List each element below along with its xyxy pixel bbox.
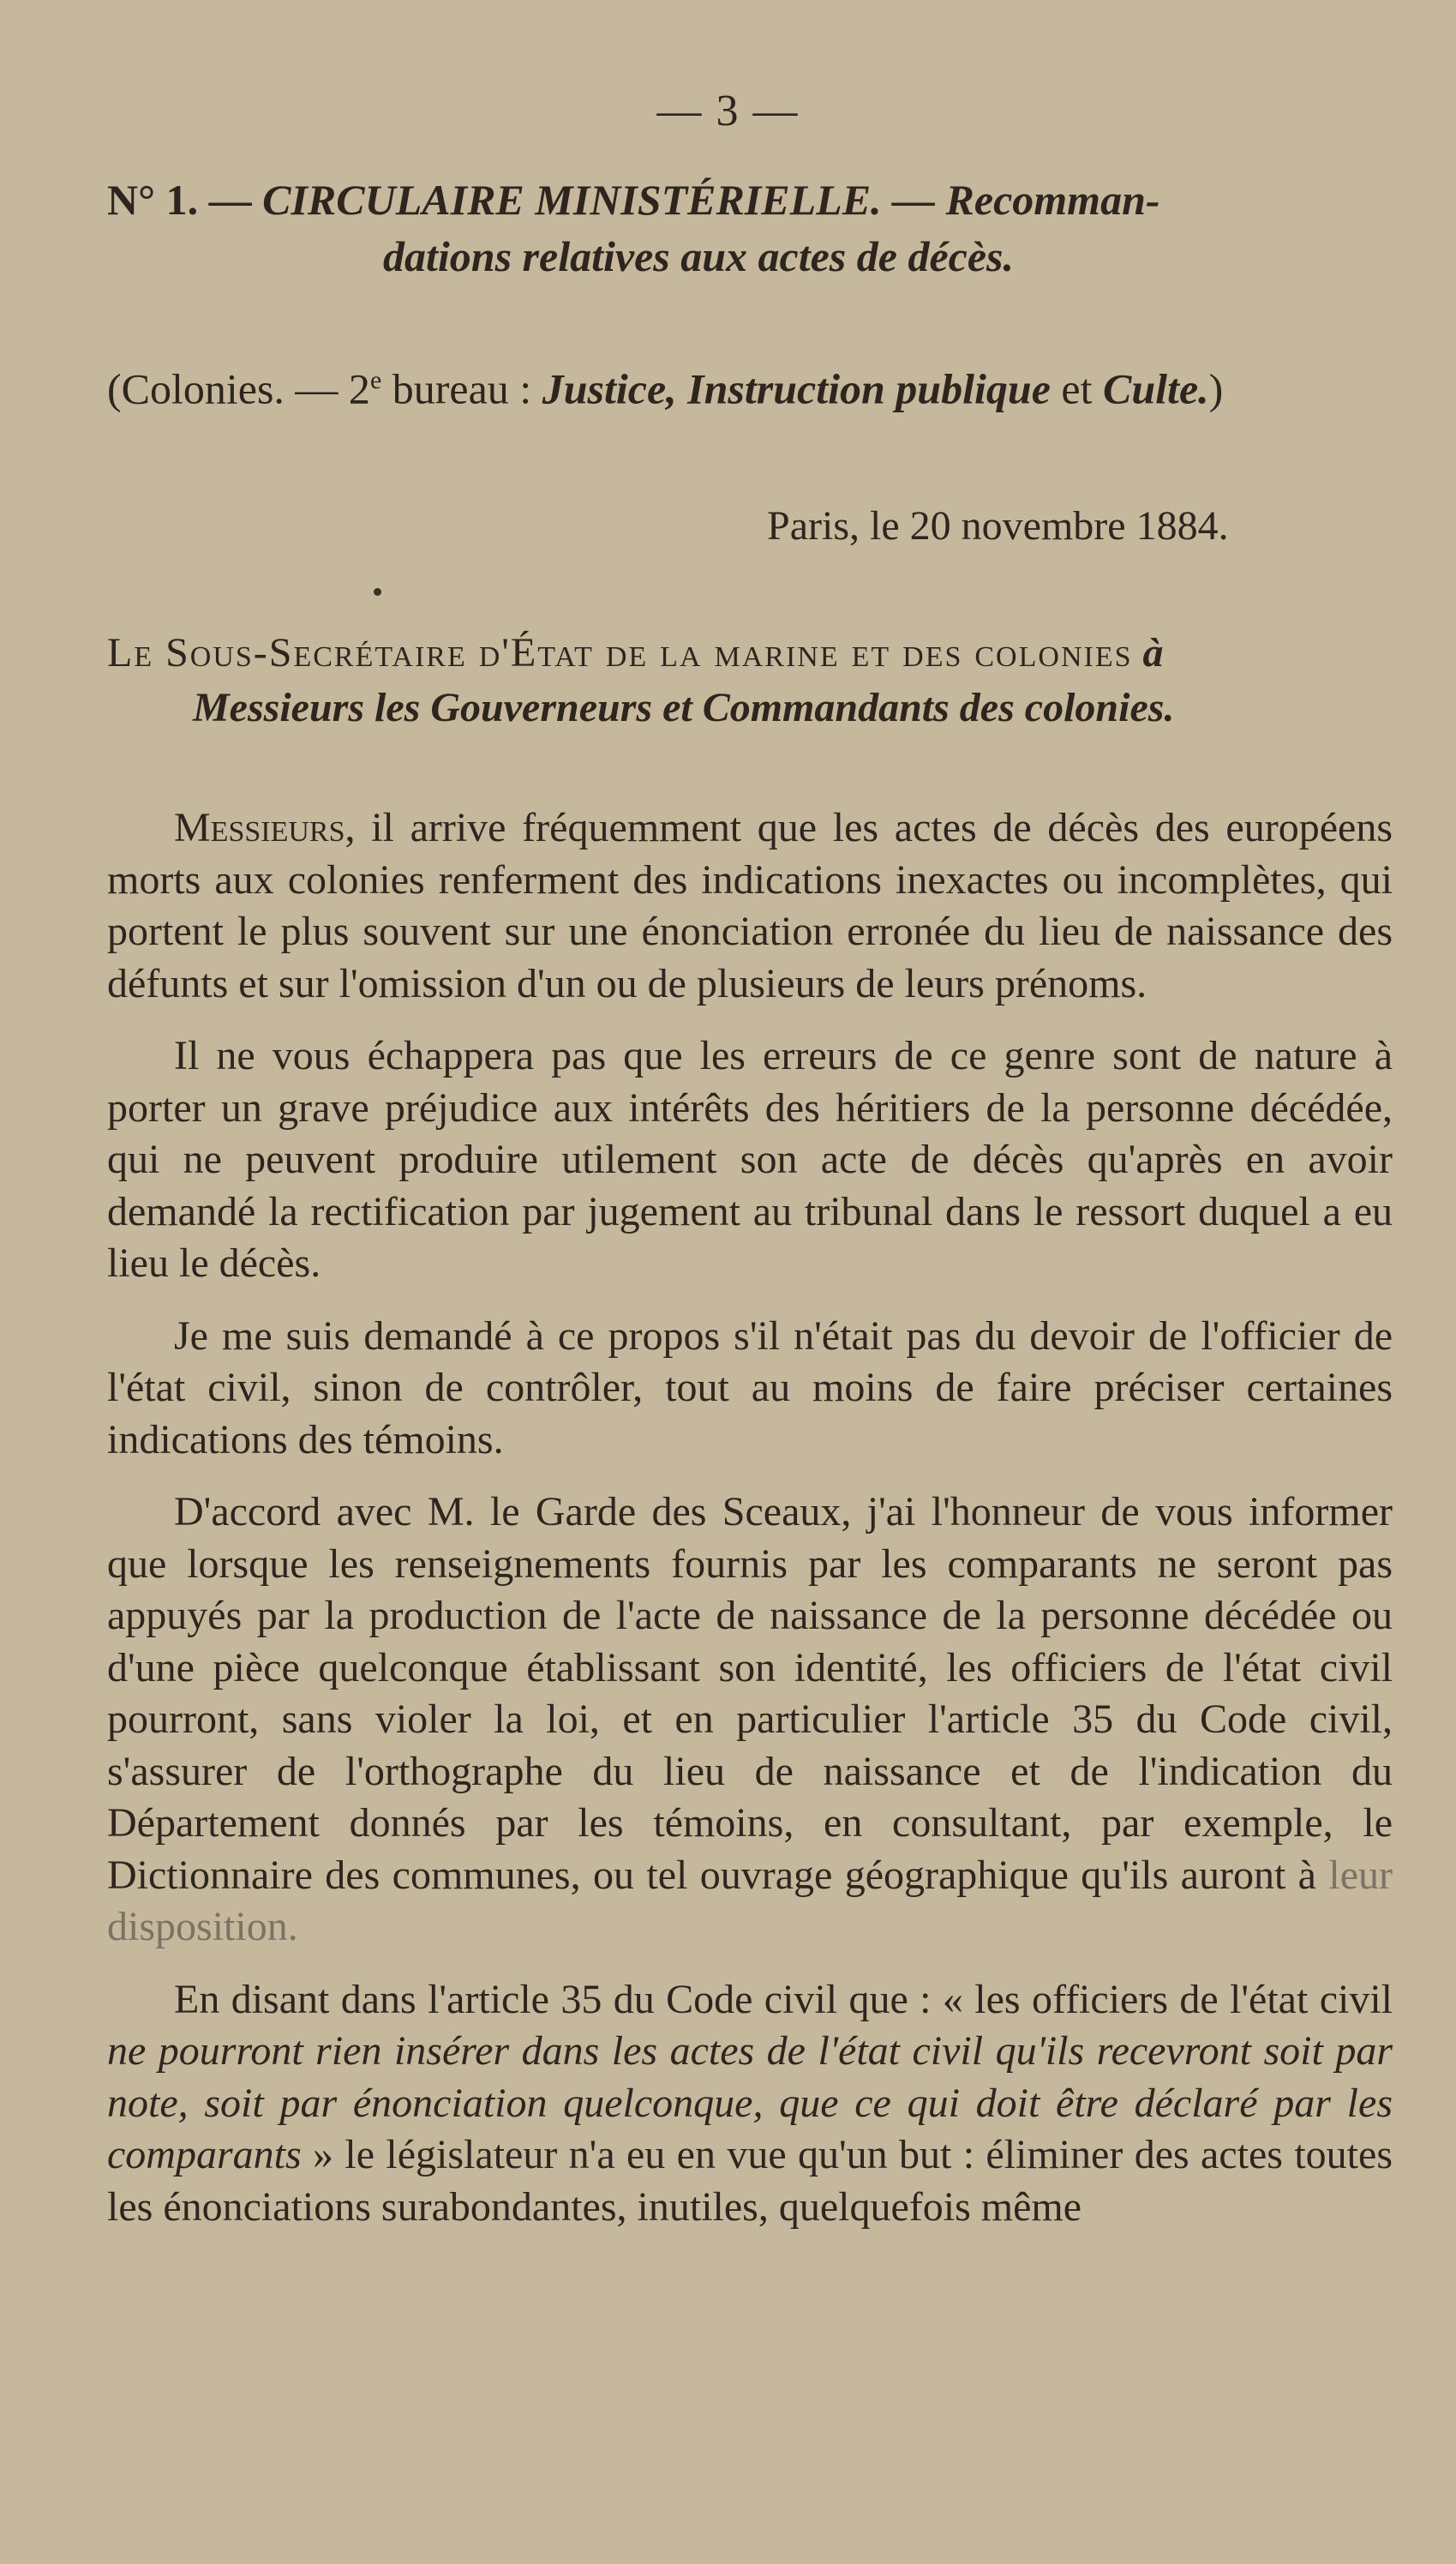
- paragraph-5-quote: ne pourront rien insérer dans les actes de l'état civil qu'ils recevront soit par note, soit par énonciation quelconque, que ce qui doit être déclaré par les comparants: [107, 2028, 1393, 2177]
- paragraph-4: [107, 1486, 1393, 1954]
- page-number: — 3 —: [656, 87, 800, 135]
- service-line: [107, 353, 1393, 417]
- paragraph-5: [107, 1974, 1393, 2234]
- service-culte: Culte.: [1103, 364, 1209, 413]
- paragraph-5-text-a: En disant dans l'article 35 du Code civil que : « les officiers de l'état civil: [174, 1976, 1393, 2022]
- paragraph-4-text: D'accord avec M. le Garde des Sceaux, j'ai l'honneur de vous informer que lorsque les renseignements fournis par les comparants ne seront pas appuyés par la production de l'acte de naissance de la personne décédée ou d'une pièce quelconque établissant son identité, les officiers de l'état civil pourront, sans violer la loi, et en particulier l'article 35 du Code civil, s'assurer de l'orthographe du lieu de naissance et de l'indication du Département donnés par les témoins, en consultant, par exemple, le Dictionnaire des communes, ou tel ouvrage géographique qu'ils auront à: [107, 1489, 1393, 1898]
- circular-title: [107, 171, 1393, 285]
- letter-body: [107, 802, 1393, 2254]
- address-line1: Le Sous-Secrétaire d'État de la marine et des colonies: [107, 630, 1133, 676]
- paragraph-4-faded: leur disposition.: [107, 1852, 1393, 1949]
- paragraph-1-text: , il arrive fréquemment que les actes de décès des européens morts aux colonies renferment des indications inexactes ou incomplètes, qui portent le plus souvent sur une énonciation erronée du lieu de naissance des défunts et sur l'omission d'un ou de plusieurs de leurs prénoms.: [107, 805, 1393, 1006]
- service-et: et: [1050, 364, 1103, 413]
- address-block: [107, 626, 1393, 736]
- date-line: Paris, le 20 novembre 1884.: [767, 503, 1229, 549]
- service-sup: e: [369, 366, 382, 394]
- circular-subject-start: — Recomman-: [881, 176, 1160, 224]
- address-line2: Messieurs les Gouverneurs et Commandants des colonies.: [193, 685, 1175, 730]
- service-bureau: bureau :: [381, 364, 542, 413]
- paragraph-3: Je me suis demandé à ce propos s'il n'était pas du devoir de l'officier de l'état civil, sinon de contrôler, tout au moins de faire préciser certaines indications des témoins.: [107, 1312, 1393, 1462]
- service-departments: Justice, Instruction publique: [542, 364, 1051, 413]
- ink-dot: [374, 588, 381, 596]
- paragraph-2: Il ne vous échappera pas que les erreurs de ce genre sont de nature à porter un grave préjudice aux intérêts des héritiers de la personne décédée, qui ne peuvent produire utilement son acte de décès qu'après en avoir demandé la rectification par jugement au tribunal dans le ressort duquel a eu lieu le décès.: [107, 1033, 1393, 1286]
- circular-subject-cont: dations relatives aux actes de décès.: [383, 232, 1014, 280]
- paragraph-1: [107, 802, 1393, 1010]
- salutation: Messieurs: [174, 805, 345, 850]
- service-close: ): [1208, 364, 1224, 413]
- circular-number: N° 1.: [107, 176, 199, 224]
- paragraph-5-text-b: » le législateur n'a eu en vue qu'un but : éliminer des actes toutes les énonciations surabondantes, inutiles, quelquefois même: [107, 2132, 1393, 2230]
- circular-heading: CIRCULAIRE MINISTÉRIELLE.: [262, 176, 882, 224]
- title-dash: —: [198, 176, 263, 224]
- service-prefix: (Colonies. — 2: [107, 364, 370, 413]
- address-a: à: [1132, 630, 1164, 676]
